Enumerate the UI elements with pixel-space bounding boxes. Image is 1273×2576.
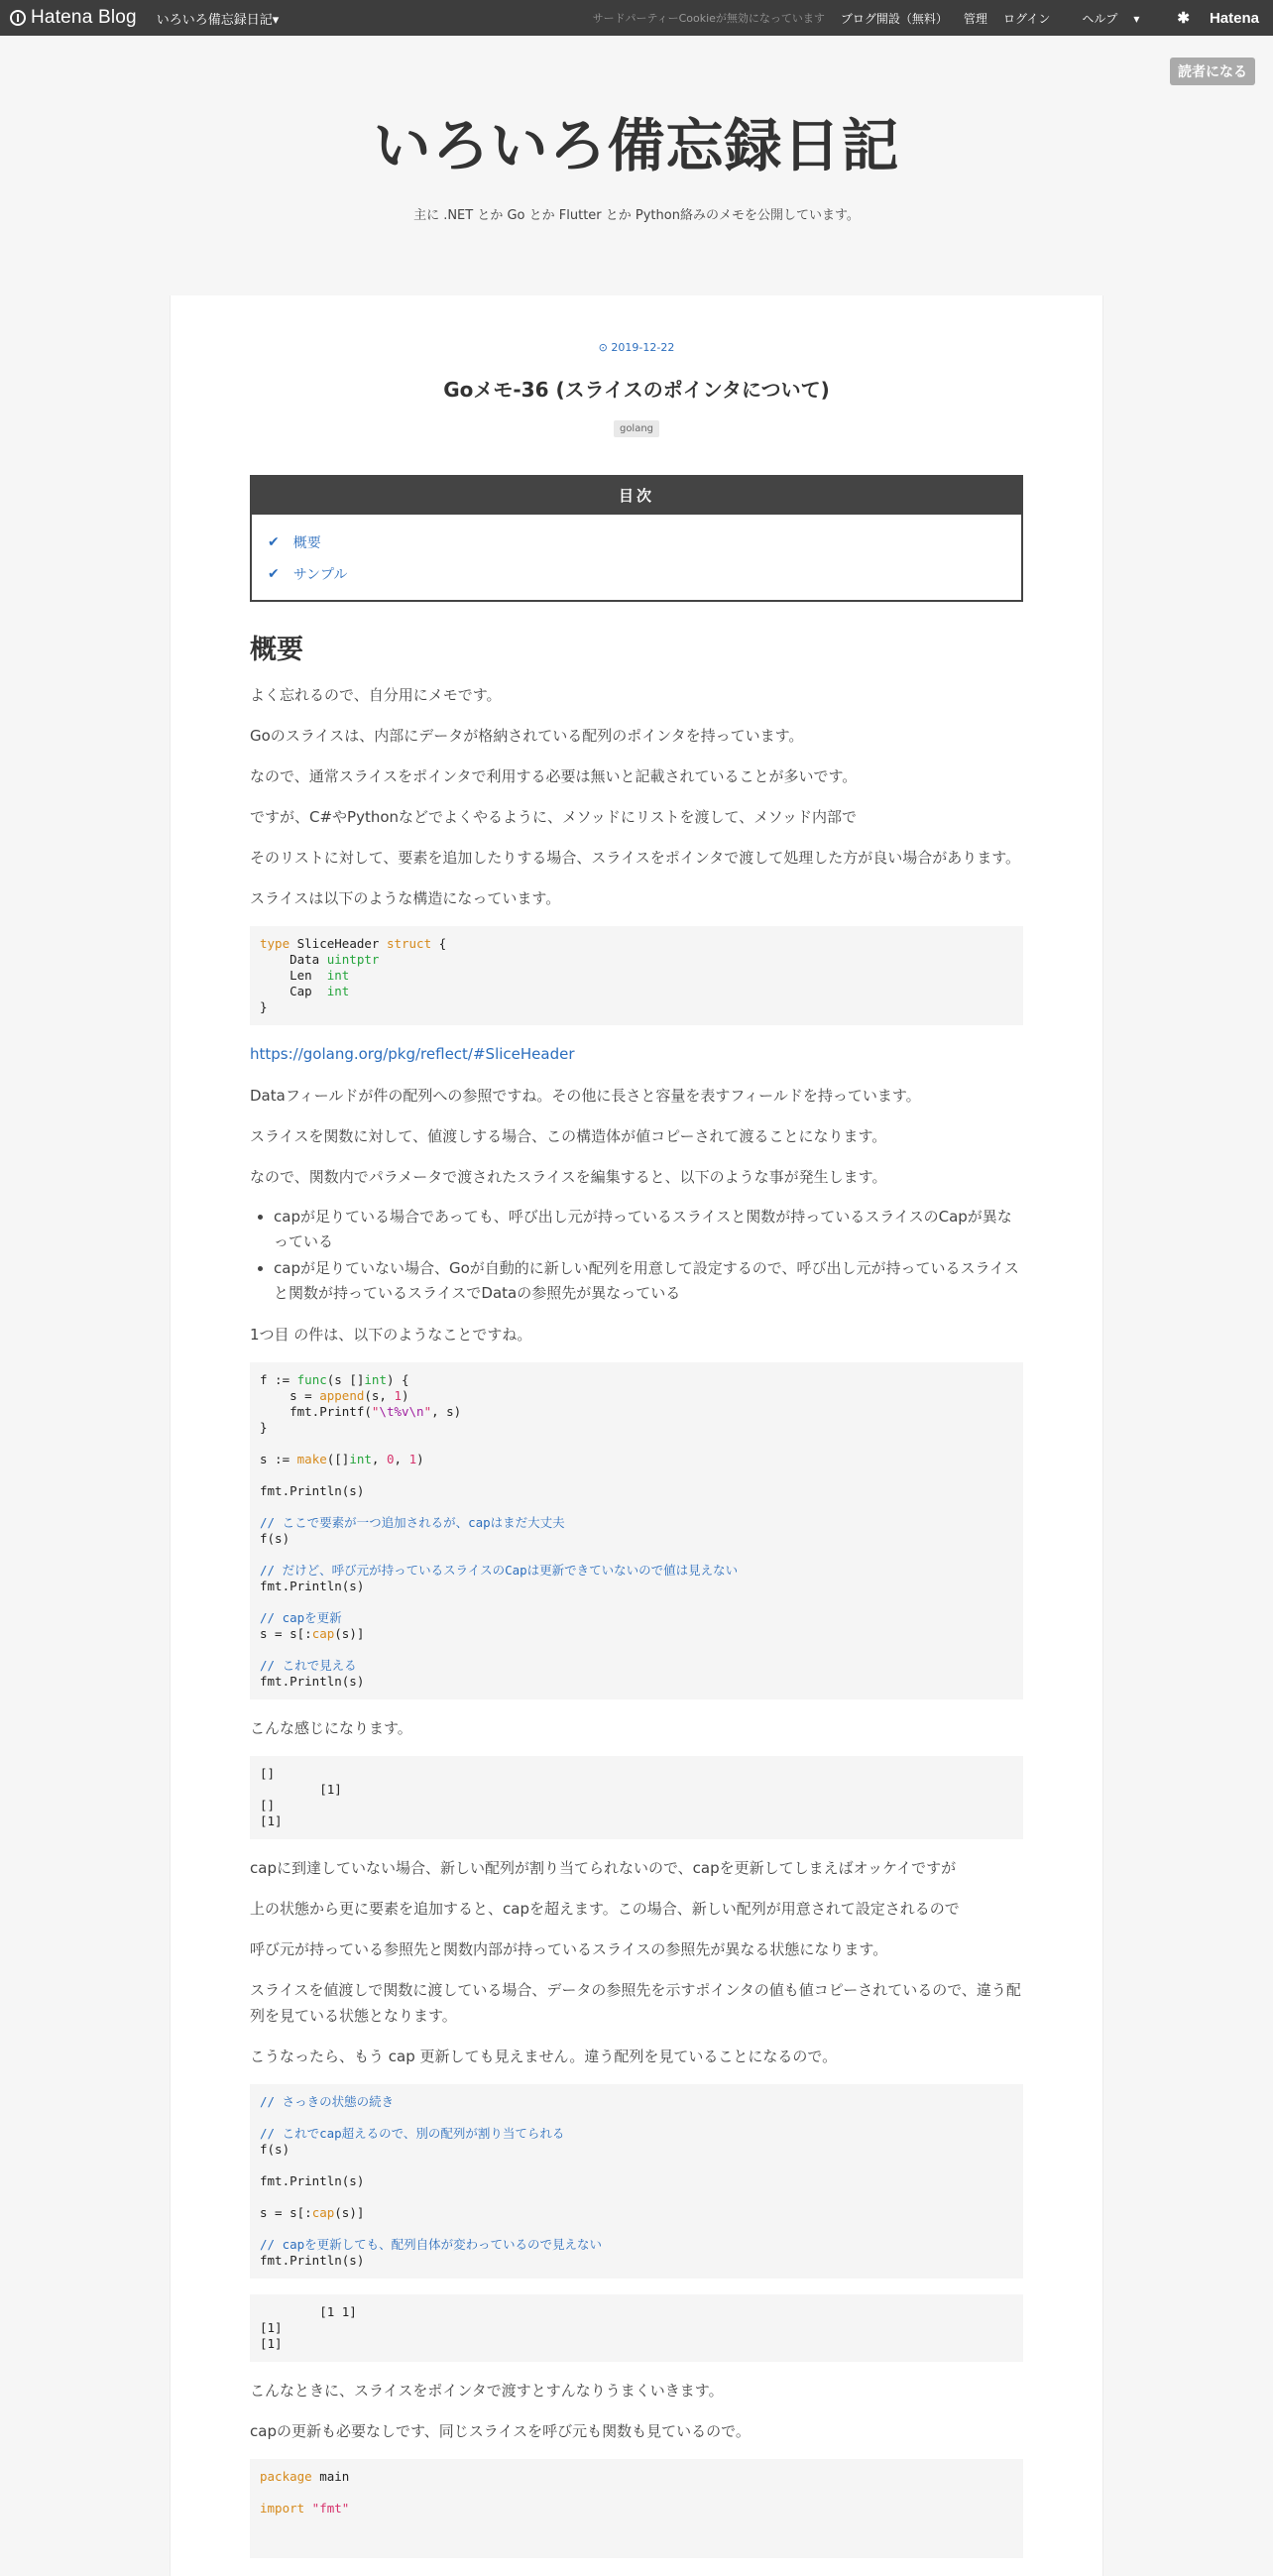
admin-link[interactable]: 管理 bbox=[963, 11, 987, 26]
hatena-logo-text: Hatena bbox=[1209, 9, 1259, 27]
caret-down-icon: ▾ bbox=[272, 12, 280, 28]
bullet-list bbox=[250, 1205, 1023, 1306]
top-navbar bbox=[0, 0, 1273, 36]
paragraph: スライスを関数に対して、値渡しする場合、この構造体が値コピーされて渡ることになります。 bbox=[250, 1127, 887, 1145]
paragraph: なので、関数内でパラメータで渡されたスライスを編集すると、以下のような事が発生します。 bbox=[250, 1168, 887, 1186]
paragraph: よく忘れるので、自分用にメモです。 bbox=[250, 686, 502, 704]
hatena-blog-logo-icon bbox=[10, 10, 26, 26]
blog-title[interactable]: いろいろ備忘録日記 bbox=[373, 112, 900, 179]
paragraph: なので、通常スライスをポインタで利用する必要は無いと記載されていることが多いです。 bbox=[250, 767, 858, 785]
output-block: [] [1] [] [1] bbox=[250, 1756, 1023, 1839]
paragraph: 1つ目 の件は、以下のようなことですね。 bbox=[250, 1326, 532, 1344]
toc-link[interactable]: サンプル bbox=[292, 567, 348, 583]
paragraph: こんなときに、スライスをポインタで渡すとすんなりうまくいきます。 bbox=[250, 2382, 724, 2400]
table-of-contents bbox=[250, 475, 1023, 602]
paragraph: ですが、C#やPythonなどでよくやるように、メソッドにリストを渡して、メソッド内部で bbox=[250, 808, 858, 826]
blog-menu[interactable] bbox=[157, 9, 280, 28]
paragraph: 呼び元が持っている参照先と関数内部が持っているスライスの参照先が異なる状態になります。 bbox=[250, 1940, 888, 1958]
article-title[interactable]: Goメモ-36 (スライスのポインタについて) bbox=[443, 378, 830, 402]
blog-menu-label: いろいろ備忘録日記 bbox=[156, 12, 273, 28]
paragraph: 上の状態から更に要素を追加すると、capを超えます。この場合、新しい配列が用意されて設定されるので bbox=[250, 1900, 960, 1918]
help-menu-label: ヘルプ bbox=[1082, 11, 1118, 26]
blog-description: 主に .NET とか Go とか Flutter とか Python絡みのメモを公開しています。 bbox=[413, 208, 860, 223]
toc-heading: 目次 bbox=[252, 477, 1021, 515]
paragraph: スライスを値渡しで関数に渡している場合、データの参照先を示すポインタの値も値コピーされているので、違う配列を見ている状態となります。 bbox=[250, 1981, 1021, 2025]
article-date[interactable] bbox=[250, 341, 1023, 354]
paragraph: capに到達していない場合、新しい配列が割り当てられないので、capを更新してしまえばオッケイですが bbox=[250, 1859, 957, 1877]
article-date-text: 2019-12-22 bbox=[611, 341, 675, 354]
paragraph: こうなったら、もう cap 更新しても見えません。違う配列を見ていることになるので。 bbox=[250, 2048, 838, 2065]
login-link[interactable]: ログイン bbox=[1002, 11, 1051, 26]
output-block: [1 1] [1] [1] bbox=[250, 2294, 1023, 2362]
paragraph: Goのスライスは、内部にデータが格納されている配列のポインタを持っています。 bbox=[250, 727, 804, 745]
check-icon: ✔ bbox=[268, 534, 280, 550]
hatena-blog-logo-text: Hatena Blog bbox=[31, 7, 137, 28]
cookie-notice: サードパーティーCookieが無効になっています bbox=[592, 12, 825, 25]
paragraph: Dataフィールドが件の配列への参照ですね。その他に長さと容量を表すフィールドを持っています。 bbox=[250, 1087, 921, 1105]
help-menu[interactable] bbox=[1066, 10, 1139, 27]
clock-icon: ⊙ bbox=[598, 341, 608, 354]
code-block: package main import "fmt" bbox=[250, 2459, 1023, 2558]
paragraph: スライスは以下のような構造になっています。 bbox=[250, 889, 561, 907]
toc-item[interactable] bbox=[268, 558, 1005, 590]
list-item: • capが足りていない場合、Goが自動的に新しい配列を用意して設定するので、呼び出し元が持っているスライスと関数が持っているスライスでDataの参照先が異なっている bbox=[274, 1256, 1023, 1306]
toc-item[interactable] bbox=[268, 527, 1005, 558]
blog-header bbox=[0, 99, 1273, 223]
section-heading: 概要 bbox=[250, 635, 303, 665]
toc-link[interactable]: 概要 bbox=[292, 535, 321, 551]
paragraph: そのリストに対して、要素を追加したりする場合、スライスをポインタで渡して処理した方が良い場合があります。 bbox=[250, 849, 1021, 867]
reference-link[interactable]: https://golang.org/pkg/reflect/#SliceHeader bbox=[250, 1045, 575, 1063]
list-item: • capが足りている場合であっても、呼び出し元が持っているスライスと関数が持っているスライスのCapが異なっている bbox=[274, 1205, 1023, 1254]
hatena-logo[interactable] bbox=[1161, 9, 1259, 27]
check-icon: ✔ bbox=[268, 566, 280, 582]
paragraph: capの更新も必要なしです、同じスライスを呼び元も関数も見ているので。 bbox=[250, 2422, 751, 2440]
caret-down-icon: ▾ bbox=[1133, 11, 1140, 26]
open-blog-link[interactable]: ブログ開設（無料） bbox=[840, 11, 948, 26]
subscribe-button[interactable]: 読者になる bbox=[1170, 58, 1255, 85]
category-badge[interactable]: golang bbox=[614, 420, 659, 437]
paragraph: こんな感じになります。 bbox=[250, 1719, 412, 1737]
article-container bbox=[170, 295, 1103, 2576]
hatena-star-icon: ✱ bbox=[1177, 10, 1190, 27]
hatena-blog-logo[interactable] bbox=[10, 7, 137, 29]
code-block: type SliceHeader struct { Data uintptr Len int Cap int } bbox=[250, 926, 1023, 1025]
code-block: f := func(s []int) { s = append(s, 1) fmt.Printf("\t%v\n", s) } s := make([]int, 0, 1) fmt.Println(s) // ここで要素が一つ追加されるが、capはまだ大丈夫 f(s) // だけど、呼び元が持っているスライスのCapは更新できていないので値は見えない fmt.Println(s) // capを更新 s = s[:cap(s)] // これで見える fmt.Println(s) bbox=[250, 1362, 1023, 1699]
code-block: // さっきの状態の続き // これでcap超えるので、別の配列が割り当てられる f(s) fmt.Println(s) s = s[:cap(s)] // capを更新しても、配列自体が変わっているので見えない fmt.Println(s) bbox=[250, 2084, 1023, 2279]
